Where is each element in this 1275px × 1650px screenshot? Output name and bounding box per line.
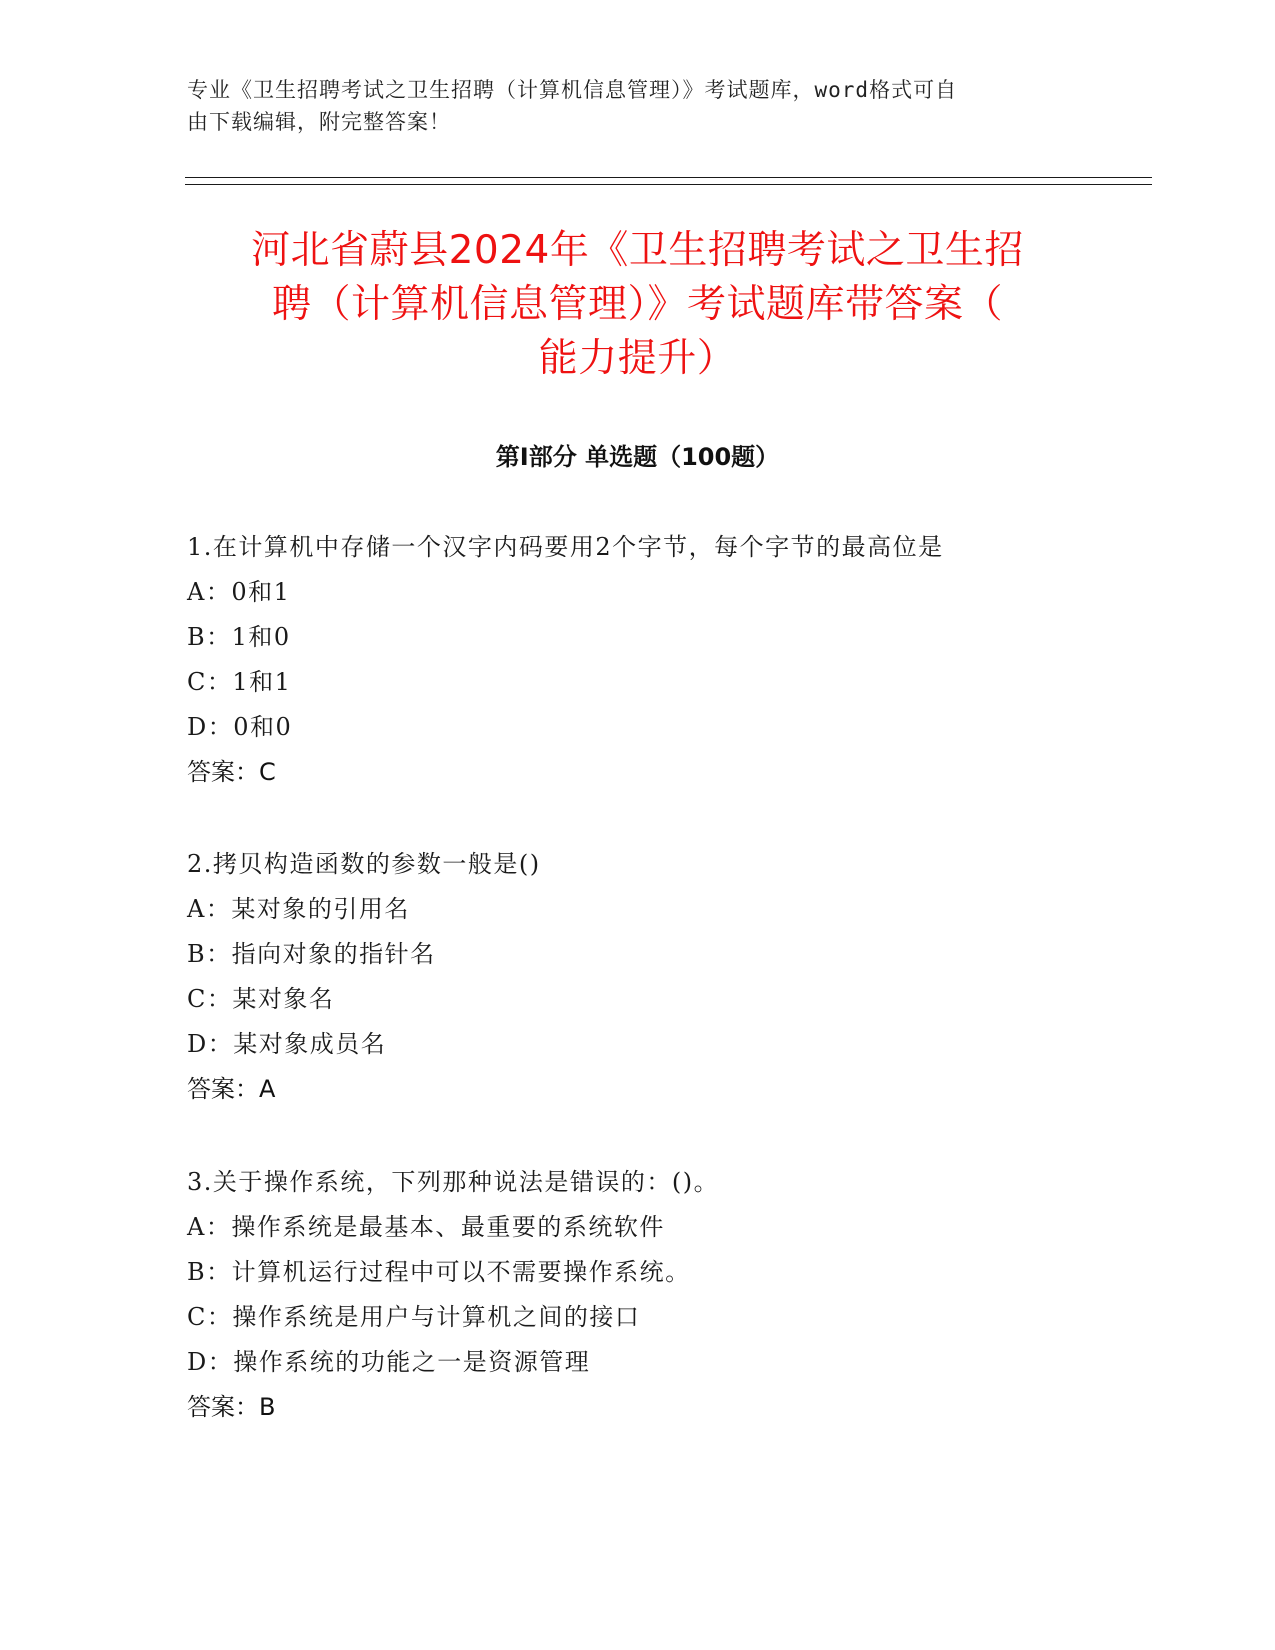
answer-text: 答案：C: [187, 758, 276, 786]
intro-text: [187, 74, 1087, 138]
document-title-line-3: 能力提升）: [538, 336, 737, 381]
question-stem: 2.拷贝构造函数的参数一般是(): [187, 850, 541, 878]
option-b: B：指向对象的指针名: [187, 940, 436, 968]
document-title-line-2: 聘（计算机信息管理）》考试题库带答案（: [271, 282, 1003, 327]
intro-line-2: 由下载编辑，附完整答案！: [187, 110, 451, 134]
question-2: [187, 842, 1137, 1112]
option-d: D：某对象成员名: [187, 1030, 387, 1058]
answer-text: 答案：B: [187, 1393, 276, 1421]
option-b: B：计算机运行过程中可以不需要操作系统。: [187, 1258, 691, 1286]
option-b: B：1和0: [187, 623, 291, 651]
option-d: D：0和0: [187, 713, 293, 741]
header-divider-top: [185, 177, 1152, 178]
option-d: D：操作系统的功能之一是资源管理: [187, 1348, 591, 1376]
question-1: [187, 525, 1137, 795]
option-c: C：操作系统是用户与计算机之间的接口: [187, 1303, 641, 1331]
intro-line-1: 专业《卫生招聘考试之卫生招聘（计算机信息管理）》考试题库，word格式可自: [187, 78, 958, 102]
option-a: A：0和1: [187, 578, 291, 606]
document-title: [180, 224, 1095, 386]
option-c: C：1和1: [187, 668, 292, 696]
question-stem: 1.在计算机中存储一个汉字内码要用2个字节，每个字节的最高位是: [187, 533, 944, 561]
option-c: C：某对象名: [187, 985, 335, 1013]
question-3: [187, 1160, 1137, 1430]
document-title-line-1: 河北省蔚县2024年《卫生招聘考试之卫生招: [251, 228, 1024, 273]
option-a: A：操作系统是最基本、最重要的系统软件: [187, 1213, 665, 1241]
question-stem: 3.关于操作系统，下列那种说法是错误的：()。: [187, 1168, 720, 1196]
option-a: A：某对象的引用名: [187, 895, 410, 923]
answer-text: 答案：A: [187, 1075, 276, 1103]
section-title: 第Ⅰ部分 单选题（100题）: [495, 443, 780, 471]
header-divider-bottom: [185, 184, 1152, 185]
